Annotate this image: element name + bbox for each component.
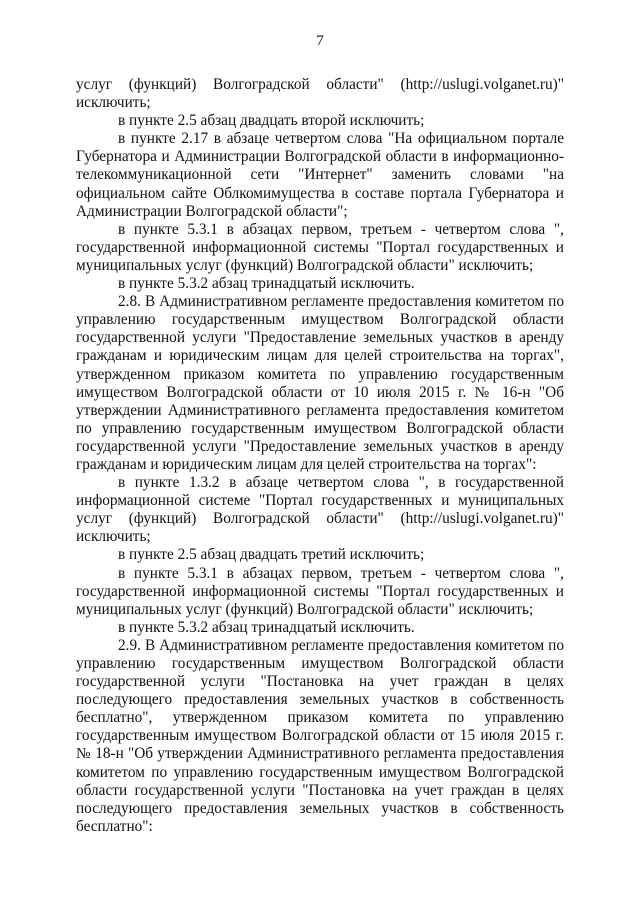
section-2-8-paragraph: 2.8. В Административном регламенте предоставления комитетом по управлению государственным имуществом Волгоградской области государственной услуги "Предоставление земельных участков в аренду гражданам и юридическим лицам для целей строительства на торгах", утвержденном приказом комитета по управлению государственным имуществом Волгоградской области от 10 июля 2015 г. № 16-н "Об утверждении Административного регламента предоставления комитетом по управлению государственным имуществом Волгоградской области государственной услуги "Предоставление земельных участков в аренду гражданам и юридическим лицам для целей строительства на торгах":: [76, 293, 564, 473]
section-2-9-paragraph: 2.9. В Административном регламенте предоставления комитетом по управлению государственным имуществом Волгоградской области государственной услуги "Постановка на учет граждан в целях последующего предоставления земельных участков в собственность бесплатно", утвержденном приказом комитета по управлению государственным имуществом Волгоградской области от 15 июля 2015 г. № 18-н "Об утверждении Административного регламента предоставления комитетом по управлению государственным имуществом Волгоградской области государственной услуги "Постановка на учет граждан в целях последующего предоставления земельных участков в собственность бесплатно":: [76, 636, 564, 835]
paragraph: в пункте 2.5 абзац двадцать второй исключить;: [118, 112, 425, 130]
paragraph: в пункте 5.3.1 в абзацах первом, третьем - четвертом слова ", государственной информационной системы "Портал государственных и муниципальных услуг (функций) Волгоградской области" исключить;: [76, 564, 564, 618]
page-number: 7: [316, 33, 324, 49]
paragraph-continuation: услуг (функций) Волгоградской области" (http://uslugi.volganet.ru)" исключить;: [76, 76, 564, 112]
paragraph: в пункте 2.5 абзац двадцать третий исключить;: [118, 546, 425, 564]
paragraph: в пункте 1.3.2 в абзаце четвертом слова ", в государственной информационной системе "Портал государственных и муниципальных услуг (функций) Волгоградской области" (http://uslugi.volganet.ru)" исключить;: [76, 474, 564, 546]
paragraph: в пункте 5.3.2 абзац тринадцатый исключить.: [118, 618, 415, 636]
paragraph: в пункте 2.17 в абзаце четвертом слова "На официальном портале Губернатора и Администрации Волгоградской области в информационно-телекоммуникационной сети "Интернет" заменить словами "на официальном сайте Облкомимущества в составе портала Губернатора и Администрации Волгоградской области";: [76, 130, 564, 220]
paragraph: в пункте 5.3.2 абзац тринадцатый исключить.: [118, 275, 415, 293]
paragraph: в пункте 5.3.1 в абзацах первом, третьем - четвертом слова ", государственной информационной системы "Портал государственных и муниципальных услуг (функций) Волгоградской области" исключить;: [76, 220, 564, 274]
document-body: [76, 76, 564, 836]
